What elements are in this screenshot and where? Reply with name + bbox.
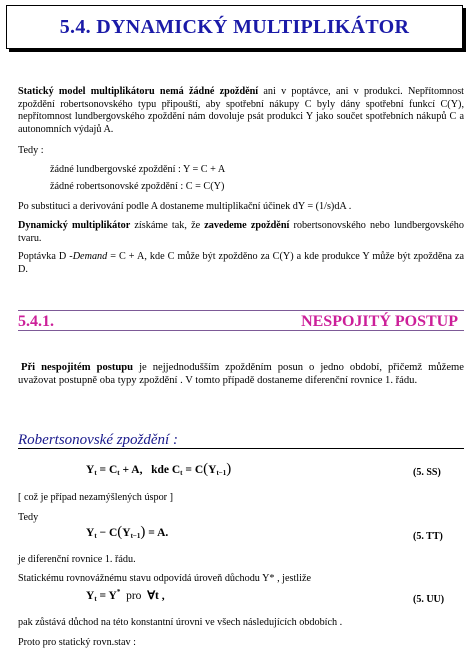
static-model-rest: ani v poptávce, ani v produkci. Nepřítomnost zpoždění robertsonovského typu připouští, aby spotřební nákupy C byly dány spotřební funkcí C(Y), nepřítomnost lundbergovského zpoždění nám dovoluje psát produkci Y jako součet spotřebních nákupů C a autonomních výdajů A.	[18, 86, 464, 135]
dynamic-multiplier-rest: robertsonovského nebo lundbergovského tvaru.	[18, 220, 464, 244]
equation-tt: $Y_t - C(Y_{t-1}) = A$.	[86, 524, 169, 540]
paragraph-dynamic-multiplier	[18, 220, 464, 245]
dynamic-multiplier-mid: získáme tak, že	[130, 220, 205, 231]
demand-text-b: = C + A, kde C může být zpožděno za C(Y) a kde produkce Y může být zpožděna za D.	[18, 251, 465, 275]
subsection-title: NESPOJITÝ POSTUP	[301, 313, 458, 330]
equation-uu: $Y_t = Y^*$ pro ∀t ,	[86, 588, 165, 603]
paragraph-static-equilibrium: Statickému rovnovážnému stavu odpovídá úroveň důchodu Y* , jestliže	[18, 573, 312, 584]
demand-italic: Demand	[72, 251, 108, 262]
tedy-label-2: Tedy	[18, 512, 39, 523]
list-item-robertson: žádné robertsonovské zpoždění : C = C(Y)	[50, 181, 225, 192]
paragraph-static-model	[18, 86, 464, 136]
equation-uu-label: (5. UU)	[413, 594, 445, 605]
section-title-box	[6, 5, 463, 49]
subsection-number: 5.4.1.	[18, 313, 54, 330]
section-title: 5.4. DYNAMICKÝ MULTIPLIKÁTOR	[59, 16, 410, 38]
paragraph-substitution: Po substituci a derivování podle A dostaneme multiplikační účinek dY = (1/s)dA .	[18, 201, 352, 212]
demand-text-a: Poptávka D -	[18, 251, 73, 262]
equation-ss-label: (5. SS)	[413, 467, 441, 478]
robertson-lag-heading: Robertsonovské zpoždění :	[18, 432, 464, 449]
paragraph-demand	[18, 251, 464, 276]
dynamic-multiplier-bold: Dynamický multiplikátor	[18, 220, 131, 231]
subsection-header	[18, 310, 464, 331]
static-model-bold: Statický model multiplikátoru nemá žádné zpoždění	[18, 86, 259, 97]
equation-tt-label: (5. TT)	[413, 531, 443, 542]
paragraph-static-state: Proto pro statický rovn.stav :	[18, 637, 136, 648]
paragraph-discrete	[18, 362, 464, 387]
note-unintended-savings: [ což je případ nezamýšlených úspor ]	[18, 492, 174, 503]
discrete-bold: Při nespojitém postupu	[21, 362, 134, 373]
discrete-rest: je nejjednodušším zpožděním posun o jedno období, přičemž můžeme uvažovat postupně oba typy zpoždění . V tomto případě dostaneme diferenční rovnice 1. řádu.	[18, 362, 464, 386]
equation-ss: $Y_t = C_t + A$, kde $C_t = C(Y_{t-1})$	[86, 461, 232, 477]
list-item-lundberg: žádné lundbergovské zpoždění : Y = C + A	[50, 164, 226, 175]
paragraph-difference-eq: je diferenční rovnice 1. řádu.	[18, 554, 136, 565]
tedy-label-1: Tedy :	[18, 145, 44, 156]
paragraph-constant-level: pak zůstává důchod na této konstantní úrovni ve všech následujících obdobích .	[18, 617, 343, 628]
introduce-lag-bold: zavedeme zpoždění	[204, 220, 290, 231]
